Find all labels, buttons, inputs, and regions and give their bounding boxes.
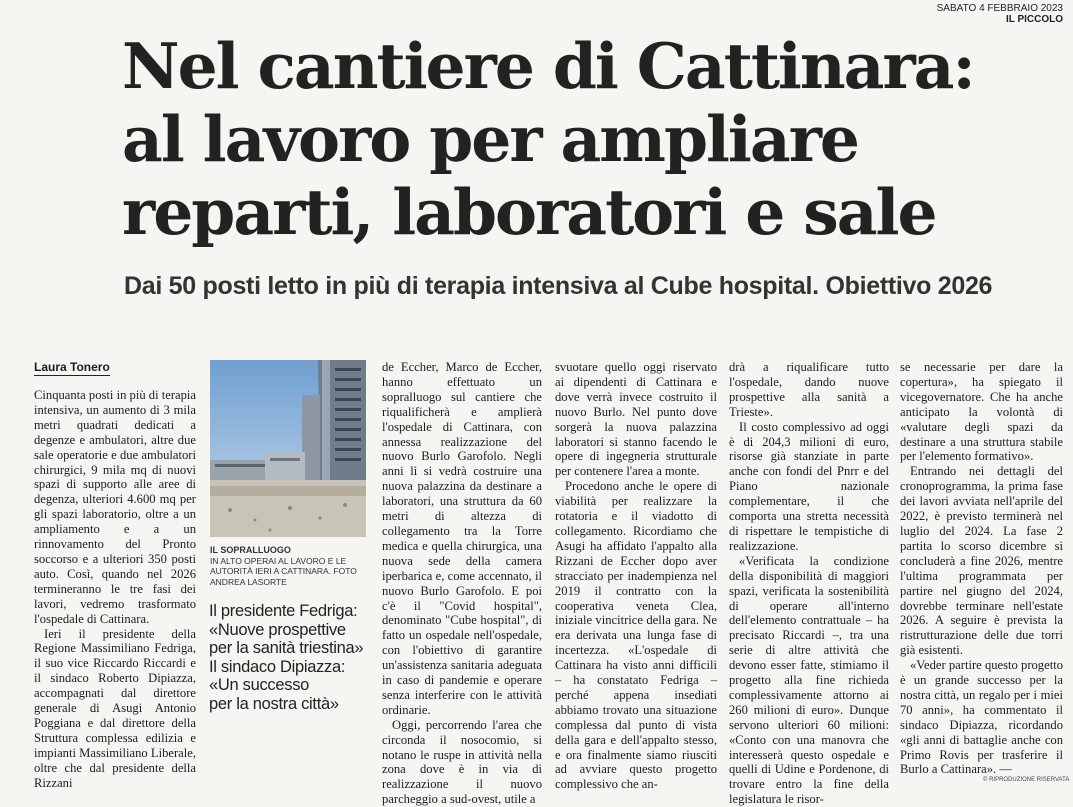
article-column-2 (382, 360, 542, 807)
hospital-construction-photo (210, 360, 366, 537)
caption-tag: IL SOPRALLUOGO (210, 545, 291, 555)
quote-line: «Nuove prospettive (209, 620, 346, 639)
quote-line: per la sanità triestina» (209, 639, 364, 657)
headline-line-2: al lavoro per ampliare (122, 102, 858, 176)
article-column-1 (34, 388, 196, 790)
quote-line: Il sindaco Dipiazza: (209, 657, 346, 676)
pull-quote (209, 602, 379, 713)
byline: Laura Tonero (34, 360, 110, 374)
quote-line: «Un successo (209, 676, 310, 694)
paragraph: svuotare quello oggi riservato ai dipendenti di Cattinara e dove verrà invece costruito il nuovo Burlo. Nel punto dove sorgerà la nuova palazzina laboratori si stanno facendo le opere di ingegneria strutturale per contenere l'area a monte. (555, 360, 717, 479)
copyright-note: © RIPRODUZIONE RISERVATA (983, 777, 1070, 783)
headline-line-3: reparti, laboratori e sale (122, 175, 936, 249)
paragraph: Il costo complessivo ad oggi è di 204,3 milioni di euro, risorse già stanziate in parte anche con fondi del Pnrr e del Piano nazionale complementare, il che comporta una stretta necessità di rispettare le tempistiche di realizzazione. (729, 419, 889, 553)
article-column-5 (900, 360, 1063, 777)
quote-line: per la nostra città» (209, 694, 339, 713)
quote-line: Il presidente Fedriga: (209, 602, 358, 620)
paragraph: «Verificata la condizione della disponibilità di maggiori spazi, verificata la sostenibilità di operare all'interno dell'elemento contrattuale – ha precisato Riccardi –, tra una serie di altre attività che devono esser fatte, stimiamo il progetto alla fine richieda complessivamente attorno ai 260 milioni di euro». Dunque servono ulteriori 60 milioni: «Conto con una manovra che interesserà questo ospedale e quelli di Udine e Pordenone, di trovare entro la fine della legislatura le risor- (729, 553, 889, 807)
paragraph: Oggi, percorrendo l'area che circonda il nosocomio, si notano le ruspe in attività nella zona dove è in via di realizzazione il nuovo parcheggio a sud-ovest, utile a (382, 717, 542, 807)
photo-caption (210, 545, 370, 587)
article-column-4 (729, 360, 889, 807)
issue-date: SABATO 4 FEBBRAIO 2023 (936, 3, 1063, 14)
hospital-photo-icon (210, 360, 366, 537)
paragraph: «Veder partire questo progetto è un grande successo per la nostra città, un regalo per i miei 70 anni», ha commentato il sindaco Dipiazza, ricordando «gli anni di battaglie anche con Primo Rovis per trasferire il Burlo a Cattinara». — (900, 658, 1063, 777)
masthead (937, 3, 1063, 25)
paragraph: Cinquanta posti in più di terapia intensiva, un aumento di 3 mila metri quadrati dedicati a degenze e ambulatori, altre due sale operatorie e due ambulatori chirurgici, 9 mila mq di nuovi spazi di supporto alle aree di degenza, ulteriori 4.600 mq per gli spazi laboratorio, oltre a un ampliamento e a un rinnovamento del Pronto soccorso e a ulteriori 350 posti auto. Così, quando nel 2026 termineranno le tre fasi dei lavori, vedremo trasformato l'ospedale di Cattinara. (34, 388, 196, 626)
paragraph: se necessarie per dare la copertura», ha spiegato il vicegovernatore. Che ha anche anticipato la volontà di «valutare degli spazi da destinare a una struttura stabile per l'elemento formativo». (900, 360, 1063, 464)
newspaper-name: IL PICCOLO (1005, 14, 1063, 25)
paragraph: Ieri il presidente della Regione Massimiliano Fedriga, il suo vice Riccardo Riccardi e il sindaco Roberto Dipiazza, accompagnati dal direttore generale di Asugi Antonio Poggiana e dal direttore della Struttura complessa edilizia e impianti Massimiliano Liberale, oltre che dal presidente della Rizzani (34, 626, 196, 790)
headline-line-1: Nel cantiere di Cattinara: (122, 29, 974, 103)
paragraph: drà a riqualificare tutto l'ospedale, dando nuove prospettive alla sanità a Trieste». (729, 360, 889, 419)
paragraph: de Eccher, Marco de Eccher, hanno effettuato un sopralluogo sul cantiere che riqualificherà e amplierà l'ospedale di Cattinara, con annessa realizzazione del nuovo Burlo Garofolo. Negli anni lì si vedrà costruire una nuova palazzina da destinare a laboratori, una struttura da 60 metri di altezza di collegamento tra la Torre medica e quella chirurgica, una nuova sede della camera iperbarica e, come accennato, il nuovo Burlo Garofolo. E poi c'è il "Covid hospital", denominato "Cube hospital", di fatto un ospedale nell'ospedale, con l'obiettivo di garantire un'assistenza sanitaria adeguata in caso di pandemie e operare senza interferire con le attività ordinarie. (382, 360, 542, 717)
paragraph: Procedono anche le opere di viabilità per realizzare la rotatoria e il viadotto di collegamento. Ricordiamo che Asugi ha affidato l'appalto alla Rizzani de Eccher dopo aver stracciato per inadempienza nel 2019 il contratto con la cooperativa veneta Clea, iniziale vincitrice della gara. Ne era derivata una lunga fase di incertezza. «L'ospedale di Cattinara ha visto anni difficili – ha constatato Fedriga – perché appena insediati abbiamo trovato una situazione complessa dal punto di vista della gara e dell'appalto stesso, e ora finalmente siamo riusciti ad avviare questo progetto complessivo che an- (555, 479, 717, 792)
paragraph: Entrando nei dettagli del cronoprogramma, la prima fase dei lavori avviata nell'aprile del 2022, è previsto terminerà nel luglio del 2024. La fase 2 partita lo scorso dicembre si concluderà a fine 2026, mentre l'ultima programmata per partire nel giugno del 2024, dovrebbe terminare nell'estate 2026. A seguire è prevista la ristrutturazione delle due torri già esistenti. (900, 464, 1063, 658)
article-column-3 (555, 360, 717, 792)
caption-text: IN ALTO OPERAI AL LAVORO E LE AUTORITÀ IERI A CATTINARA. FOTO ANDREA LASORTE (210, 555, 357, 587)
article-headline (122, 30, 1062, 249)
article-subhead: Dai 50 posti letto in più di terapia intensiva al Cube hospital. Obiettivo 2026 (124, 272, 993, 300)
